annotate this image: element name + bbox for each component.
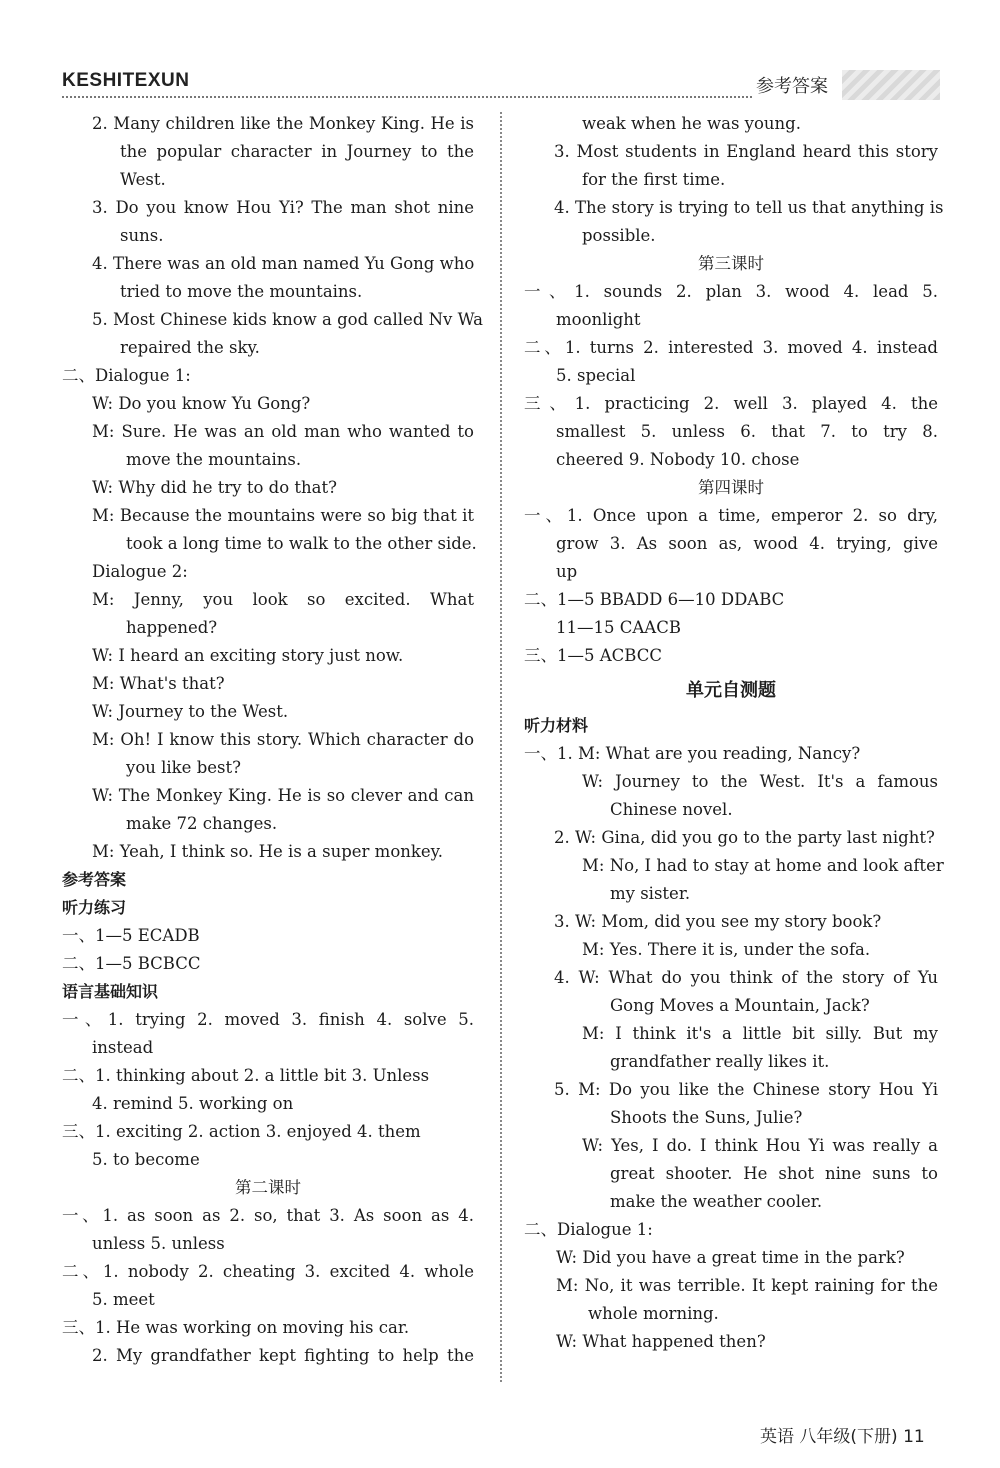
text-line: M: Jenny, you look so excited. What <box>92 590 474 609</box>
text-line: 第三课时 <box>698 254 764 273</box>
text-line: M: Yes. There it is, under the sofa. <box>582 940 871 959</box>
text-line: M: No, it was terrible. It kept raining for the <box>556 1276 938 1295</box>
text-line: great shooter. He shot nine suns to <box>610 1164 938 1183</box>
text-line: Dialogue 2: <box>92 562 188 581</box>
page-header <box>0 0 1000 110</box>
text-line: moonlight <box>556 310 641 329</box>
text-line: 三、1—5 ACBCC <box>524 646 662 665</box>
text-line: make the weather cooler. <box>610 1192 823 1211</box>
text-line: 听力练习 <box>62 898 127 917</box>
text-line: you like best? <box>126 758 241 777</box>
text-line: whole morning. <box>588 1304 719 1323</box>
text-line: W: Journey to the West. It's a famous <box>582 772 938 791</box>
text-line: 听力材料 <box>524 716 589 735</box>
text-line: 第四课时 <box>698 478 764 497</box>
text-line: cheered 9. Nobody 10. chose <box>556 450 800 469</box>
text-line: W: Why did he try to do that? <box>92 478 337 497</box>
text-line: Chinese novel. <box>610 800 733 819</box>
text-line: 3. Most students in England heard this story <box>554 142 938 161</box>
text-line: W: Yes, I do. I think Hou Yi was really a <box>582 1136 938 1155</box>
text-line: M: Oh! I know this story. Which character do <box>92 730 474 749</box>
text-line: 4. The story is trying to tell us that anything is <box>554 198 944 217</box>
text-line: possible. <box>582 226 656 245</box>
text-line: unless 5. unless <box>92 1234 225 1253</box>
text-line: 5. Most Chinese kids know a god called Nv Wa <box>92 310 483 329</box>
footer-page-label: 英语 八年级(下册) 11 <box>760 1427 925 1447</box>
text-line: 二、Dialogue 1: <box>524 1220 653 1239</box>
text-line: W: The Monkey King. He is so clever and can <box>92 786 474 805</box>
text-line: 三、1. practicing 2. well 3. played 4. the <box>524 394 938 413</box>
text-line: smallest 5. unless 6. that 7. to try 8. <box>556 422 938 441</box>
left-column <box>62 110 483 1396</box>
text-line: M: What's that? <box>92 674 225 693</box>
text-line: the popular character in Journey to the <box>120 142 474 161</box>
text-line: weak when he was young. <box>582 114 801 133</box>
text-line: 4. remind 5. working on <box>92 1094 294 1113</box>
brand-name: KESHITEXUN <box>62 70 190 91</box>
text-line: M: Yeah, I think so. He is a super monkey. <box>92 842 444 861</box>
text-line: for the first time. <box>582 170 726 189</box>
text-line: W: I heard an exciting story just now. <box>92 646 404 665</box>
text-line: 参考答案 <box>62 870 127 889</box>
text-line: 3. W: Mom, did you see my story book? <box>554 912 882 931</box>
column-divider <box>500 112 502 1382</box>
text-line: 5. meet <box>92 1290 155 1309</box>
text-line: 二、1—5 BCBCC <box>62 954 201 973</box>
text-line: 一、1. as soon as 2. so, that 3. As soon as 4. <box>62 1206 474 1225</box>
watermark-logo <box>818 1400 968 1450</box>
text-line: Shoots the Suns, Julie? <box>610 1108 803 1127</box>
text-line: W: Did you have a great time in the park? <box>556 1248 905 1267</box>
text-line: 一、1—5 ECADB <box>62 926 200 945</box>
text-line: W: Journey to the West. <box>92 702 289 721</box>
text-line: 语言基础知识 <box>62 982 159 1001</box>
text-line: 二、1. turns 2. interested 3. moved 4. instead <box>524 338 938 357</box>
text-line: 2. Many children like the Monkey King. He is <box>92 114 474 133</box>
text-line: 3. Do you know Hou Yi? The man shot nine <box>92 198 474 217</box>
text-line: 4. W: What do you think of the story of Yu <box>554 968 938 987</box>
text-line: W: Do you know Yu Gong? <box>92 394 311 413</box>
text-line: make 72 changes. <box>126 814 278 833</box>
text-line: grow 3. As soon as, wood 4. trying, give <box>556 534 938 553</box>
text-line: move the mountains. <box>126 450 302 469</box>
header-title: 参考答案 <box>756 76 828 97</box>
text-line: instead <box>92 1038 154 1057</box>
right-column <box>524 110 944 1396</box>
header-dotted-rule <box>62 96 752 98</box>
text-line: up <box>556 562 578 581</box>
text-line: 二、Dialogue 1: <box>62 366 191 385</box>
text-line: W: What happened then? <box>556 1332 766 1351</box>
text-line: 5. special <box>556 366 636 385</box>
text-line: M: Sure. He was an old man who wanted to <box>92 422 474 441</box>
text-line: 一、1. M: What are you reading, Nancy? <box>524 744 861 763</box>
text-line: 第二课时 <box>235 1178 301 1197</box>
text-line: M: No, I had to stay at home and look after <box>582 856 944 875</box>
text-line: tried to move the mountains. <box>120 282 363 301</box>
text-line: 11—15 CAACB <box>556 618 681 637</box>
text-line: 三、1. He was working on moving his car. <box>62 1318 410 1337</box>
text-line: 一、1. trying 2. moved 3. finish 4. solve 5. <box>62 1010 474 1029</box>
text-line: Gong Moves a Mountain, Jack? <box>610 996 870 1015</box>
text-line: 5. to become <box>92 1150 200 1169</box>
text-line: happened? <box>126 618 218 637</box>
text-line: suns. <box>120 226 164 245</box>
text-line: 三、1. exciting 2. action 3. enjoyed 4. them <box>62 1122 421 1141</box>
text-line: 一、1. Once upon a time, emperor 2. so dry, <box>524 506 938 525</box>
text-line: 二、1. thinking about 2. a little bit 3. Unless <box>62 1066 430 1085</box>
header-decoration <box>842 70 940 100</box>
text-line: 4. There was an old man named Yu Gong who <box>92 254 475 273</box>
text-line: my sister. <box>610 884 691 903</box>
text-line: 5. M: Do you like the Chinese story Hou Yi <box>554 1080 938 1099</box>
text-line: took a long time to walk to the other side. <box>126 534 477 553</box>
text-line: West. <box>120 170 166 189</box>
text-line: 单元自测题 <box>686 680 776 701</box>
text-line: M: Because the mountains were so big that it <box>92 506 474 525</box>
text-line: M: I think it's a little bit silly. But my <box>582 1024 938 1043</box>
text-line: 二、1. nobody 2. cheating 3. excited 4. whole <box>62 1262 474 1281</box>
text-line: 2. My grandfather kept fighting to help the <box>92 1346 474 1365</box>
text-line: 2. W: Gina, did you go to the party last night? <box>554 828 935 847</box>
text-line: 一、1. sounds 2. plan 3. wood 4. lead 5. <box>524 282 938 301</box>
text-line: grandfather really likes it. <box>610 1052 830 1071</box>
text-line: 二、1—5 BBADD 6—10 DDABC <box>524 590 785 609</box>
text-line: repaired the sky. <box>120 338 260 357</box>
